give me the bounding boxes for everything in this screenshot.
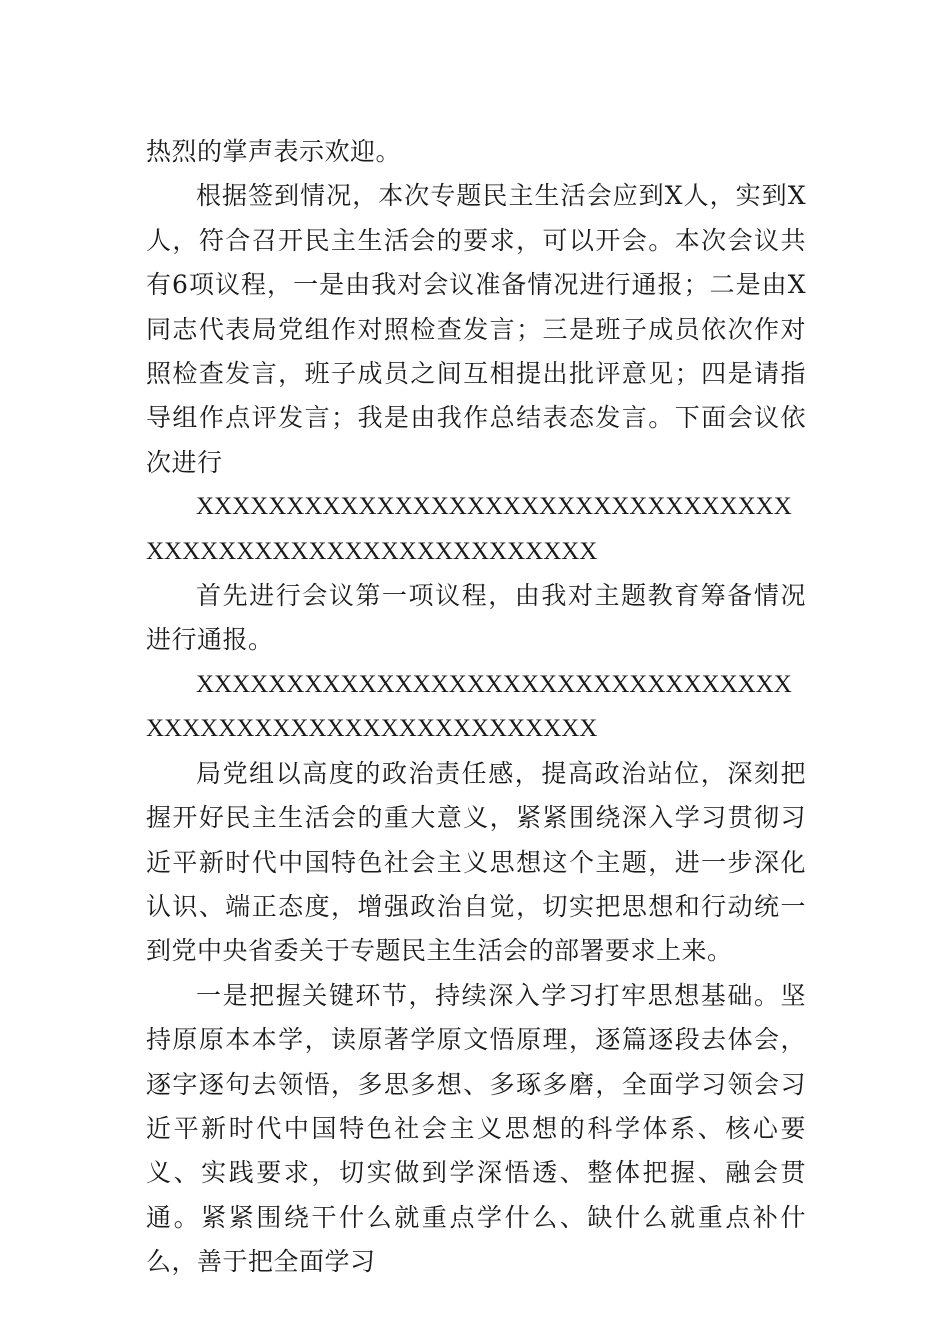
document-page xyxy=(146,130,806,1285)
paragraph-continuation: 热烈的掌声表示欢迎。 xyxy=(146,137,402,166)
paragraph-attendance-agenda: 根据签到情况，本次专题民主生活会应到X人，实到X人，符合召开民主生活会的要求，可以开会。本次会议共有6项议程，一是由我对会议准备情况进行通报；二是由X同志代表局党组作对照检查发言；三是班子成员依次作对照检查发言，班子成员之间互相提出批评意见；四是请指导组作点评发言；我是由我作总结表态发言。下面会议依次进行 xyxy=(146,181,806,477)
placeholder-text-2: XXXXXXXXXXXXXXXXXXXXXXXXXXXXXXXXXXXXXXXXXXXXXXXXXXXXXXXXXX xyxy=(146,670,792,743)
paragraph-party-group: 局党组以高度的政治责任感，提高政治站位，深刻把握开好民主生活会的重大意义，紧紧围绕深入学习贯彻习近平新时代中国特色社会主义思想这个主题，进一步深化认识、端正态度，增强政治自觉，切实把思想和行动统一到党中央省委关于专题民主生活会的部署要求上来。 xyxy=(146,758,806,966)
placeholder-text-1: XXXXXXXXXXXXXXXXXXXXXXXXXXXXXXXXXXXXXXXXXXXXXXXXXXXXXXXXXX xyxy=(146,493,792,565)
paragraph-first-agenda-item: 首先进行会议第一项议程，由我对主题教育筹备情况进行通报。 xyxy=(146,581,806,655)
paragraph-key-links: 一是把握关键环节，持续深入学习打牢思想基础。坚持原原本本学，读原著学原文悟原理，逐篇逐段去体会，逐字逐句去领悟，多思多想、多琢多磨，全面学习领会习近平新时代中国特色社会主义思想的科学体系、核心要义、实践要求，切实做到学深悟透、整体把握、融会贯通。紧紧围绕干什么就重点学什么、缺什么就重点补什么，善于把全面学习 xyxy=(146,980,806,1277)
